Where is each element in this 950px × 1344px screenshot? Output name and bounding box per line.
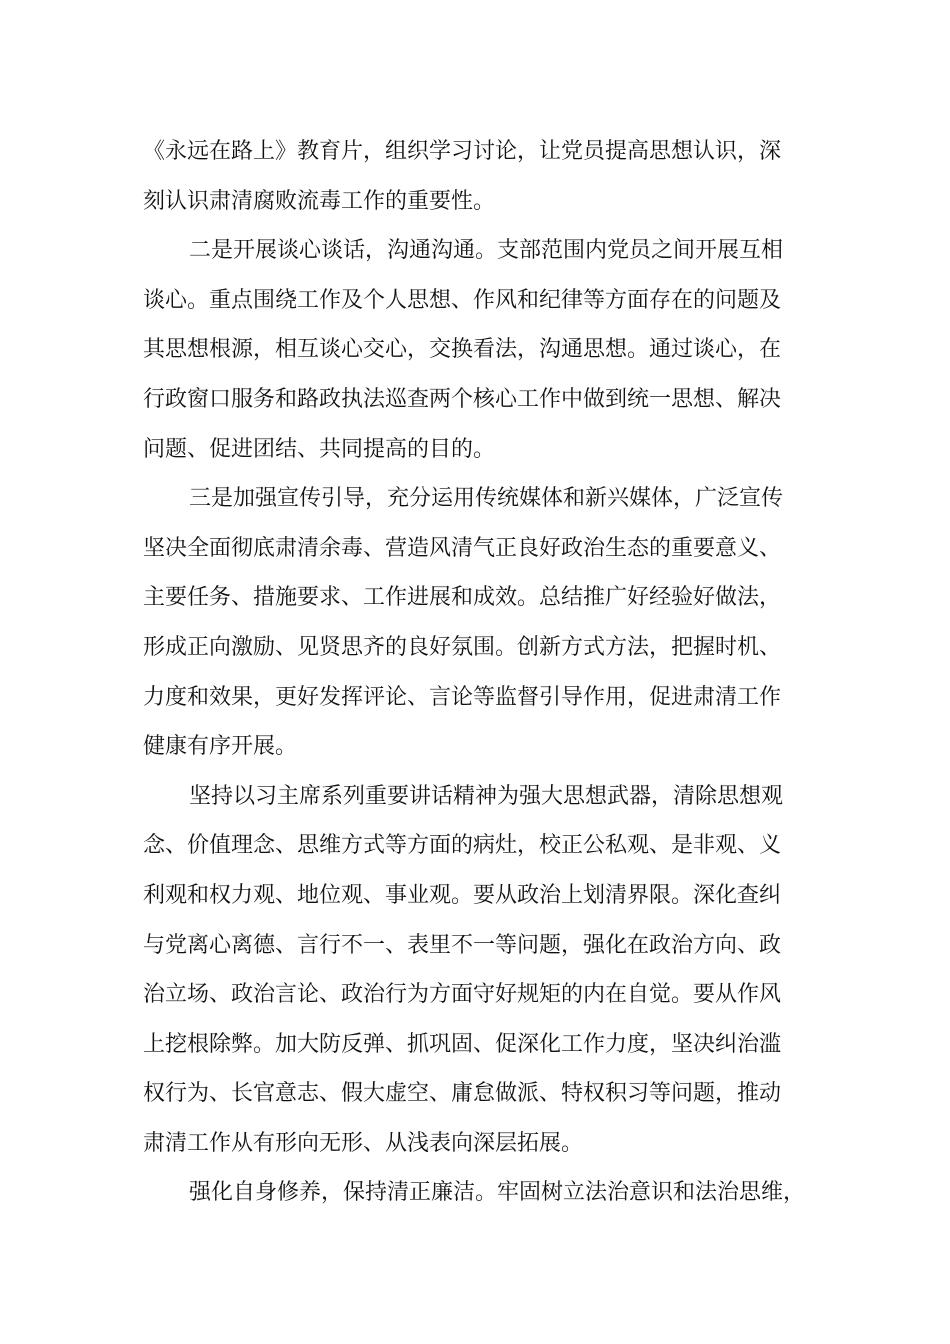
- document-body: [143, 127, 823, 1218]
- text-line: 问题、促进团结、共同提高的目的。: [143, 436, 496, 462]
- text-line: 行政窗口服务和路政执法巡查两个核心工作中做到统一思想、解决: [143, 386, 782, 412]
- text-line: 《永远在路上》教育片，组织学习讨论，让党员提高思想认识，深: [143, 139, 782, 164]
- text-line: 谈心。重点围绕工作及个人思想、作风和纪律等方面存在的问题及: [143, 287, 782, 313]
- text-line: 健康有序开展。: [143, 734, 298, 760]
- text-line: 权行为、长官意志、假大虚空、庸怠做派、特权积习等问题，推动: [143, 1081, 782, 1107]
- text-line: 刻认识肃清腐败流毒工作的重要性。: [143, 188, 496, 214]
- text-line: 治立场、政治言论、政治行为方面守好规矩的内在自觉。要从作风: [143, 982, 782, 1008]
- paragraph-first-line: 二是开展谈心谈话，沟通沟通。支部范围内党员之间开展互相: [189, 238, 784, 264]
- text-line: 主要任务、措施要求、工作进展和成效。总结推广好经验好做法，: [143, 585, 782, 611]
- text-line: 形成正向激励、见贤思齐的良好氛围。创新方式方法，把握时机、: [143, 634, 782, 660]
- text-line: 念、价值理念、思维方式等方面的病灶，校正公私观、是非观、义: [143, 833, 782, 859]
- paragraph-first-line: 三是加强宣传引导，充分运用传统媒体和新兴媒体，广泛宣传: [189, 486, 784, 512]
- text-line: 上挖根除弊。加大防反弹、抓巩固、促深化工作力度，坚决纠治滥: [143, 1031, 782, 1057]
- text-line: 利观和权力观、地位观、事业观。要从政治上划清界限。深化查纠: [143, 882, 782, 908]
- text-line: 肃清工作从有形向无形、从浅表向深层拓展。: [143, 1130, 584, 1156]
- text-line: 坚决全面彻底肃清余毒、营造风清气正良好政治生态的重要意义、: [143, 535, 782, 561]
- paragraph-first-line: 强化自身修养，保持清正廉洁。牢固树立法治意识和法治思维，: [189, 1180, 806, 1206]
- paragraph-first-line: 坚持以习主席系列重要讲话精神为强大思想武器，清除思想观: [189, 783, 784, 809]
- text-line: 力度和效果，更好发挥评论、言论等监督引导作用，促进肃清工作: [143, 684, 782, 710]
- text-line: 与党离心离德、言行不一、表里不一等问题，强化在政治方向、政: [143, 932, 782, 958]
- text-line: 其思想根源，相互谈心交心，交换看法，沟通思想。通过谈心，在: [143, 337, 782, 363]
